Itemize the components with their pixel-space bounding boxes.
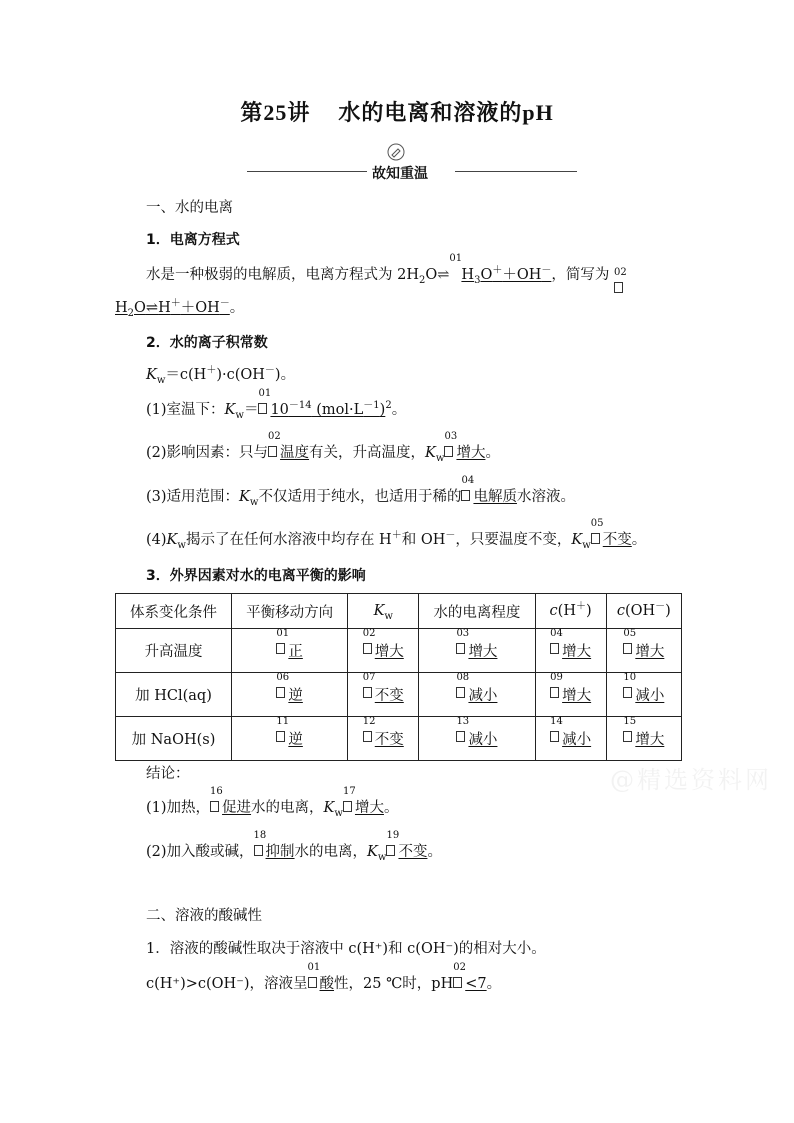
table-row	[116, 717, 682, 761]
answer-blank-acidic: 01 酸	[307, 962, 335, 992]
table-cell-condition: 加 HCl(aq)	[116, 673, 232, 717]
table-cell-condition: 升高温度	[116, 629, 232, 673]
table-header-cell: c(OH－)	[606, 594, 681, 629]
answer-blank-ph: 02 <7	[453, 962, 487, 992]
answer-blank-unchanged: 05 不变	[590, 518, 632, 548]
answer-blank-increase: 03 增大	[444, 431, 486, 461]
kw-definition: $K_w=c(H^+)\cdot c(OH^-)$。	[146, 365, 296, 386]
table-header-row	[116, 594, 682, 629]
chapter-number: 第25讲	[240, 100, 311, 125]
answer-blank-electrolyte: 04 电解质	[461, 475, 517, 505]
kw-point-1: (1)室温下：$K_w=$ 01 $10^{-14}$ $(mol\cdot L^{-1})^2$。	[146, 388, 407, 421]
kw-point-3: (3)适用范围：$K_w$不仅适用于纯水，也适用于稀的 04 电解质水溶液。	[146, 475, 575, 508]
table-cell: 02 增大	[348, 629, 419, 673]
table-cell: 03 增大	[419, 629, 535, 673]
item-heading-2: 2．水的离子积常数	[146, 335, 268, 351]
section-heading-1: 一、水的电离	[146, 200, 233, 216]
divider-left	[247, 171, 367, 172]
table-header-cell: 水的电离程度	[419, 594, 535, 629]
kw-point-4: $(4)K_w$揭示了在任何水溶液中均存在 H＋和 OH－，只要温度不变，$K_w$ 05 不变。	[146, 518, 647, 551]
answer-blank-kw-unchanged: 19 不变	[386, 830, 428, 860]
equation-line-2: $H_2O\rightleftharpoons H^++OH^-$。	[115, 298, 245, 319]
chapter-topic: 水的电离和溶液的pH	[338, 100, 554, 125]
table-cell: 07 不变	[348, 673, 419, 717]
table-row	[116, 673, 682, 717]
answer-blank-promote: 16 促进	[210, 786, 252, 816]
table-cell: 10 减小	[606, 673, 681, 717]
section-band-label: 故知重温	[372, 166, 428, 182]
page-title	[0, 96, 794, 127]
answer-blank-kw-increase: 17 增大	[342, 786, 384, 816]
table-cell: 13 减小	[419, 717, 535, 761]
conclusion-2: (2)加入酸或碱， 18 抑制水的电离，$K_w$ 19 不变。	[146, 830, 442, 863]
table-cell: 12 不变	[348, 717, 419, 761]
answer-blank-kw-value: 01 $10^{-14}$ $(mol\cdot L^{-1})^2$	[258, 388, 392, 418]
acidity-statement: 1．溶液的酸碱性取决于溶液中 c(H⁺)和 c(OH⁻)的相对大小。	[146, 941, 546, 957]
pen-circle-icon	[387, 143, 405, 161]
table-cell: 08 减小	[419, 673, 535, 717]
table-header-cell: 平衡移动方向	[231, 594, 347, 629]
table-cell: 04 增大	[535, 629, 606, 673]
acidic-condition: c(H⁺)>c(OH⁻)，溶液呈 01 酸性，25 ℃时，pH 02 <7。	[146, 962, 502, 992]
item-heading-3: 3．外界因素对水的电离平衡的影响	[146, 568, 366, 584]
table-header-cell: c(H＋)	[535, 594, 606, 629]
conclusion-label: 结论：	[146, 766, 190, 782]
item-heading-1: 1．电离方程式	[146, 232, 240, 248]
answer-blank-01: 01 $H_3O^++OH^-$	[449, 253, 552, 286]
table-cell: 11 逆	[231, 717, 347, 761]
answer-blank-inhibit: 18 抑制	[253, 830, 295, 860]
table-cell: 15 增大	[606, 717, 681, 761]
table-cell: 14 减小	[535, 717, 606, 761]
divider-right	[455, 171, 577, 172]
table-row	[116, 629, 682, 673]
table-cell: 06 逆	[231, 673, 347, 717]
table-cell: 05 增大	[606, 629, 681, 673]
answer-blank-temperature: 02 温度	[268, 431, 310, 461]
equation-line-1: 水是一种极弱的电解质，电离方程式为 $2H_2O\rightleftharpoons$ 01 $H_3O^++OH^-$，简写为 02	[146, 265, 626, 285]
kw-point-2: (2)影响因素：只与 02 温度有关，升高温度，$K_w$ 03 增大。	[146, 431, 500, 464]
section-heading-2: 二、溶液的酸碱性	[146, 908, 262, 924]
ionization-factors-table	[115, 593, 682, 761]
table-header-cell: 体系变化条件	[116, 594, 232, 629]
table-cell: 01 正	[231, 629, 347, 673]
table-header-cell: $K_w$	[348, 594, 419, 629]
table-cell-condition: 加 NaOH(s)	[116, 717, 232, 761]
watermark: @精选资料网	[610, 766, 772, 794]
conclusion-1: (1)加热， 16 促进水的电离，$K_w$ 17 增大。	[146, 786, 399, 819]
table-cell: 09 增大	[535, 673, 606, 717]
